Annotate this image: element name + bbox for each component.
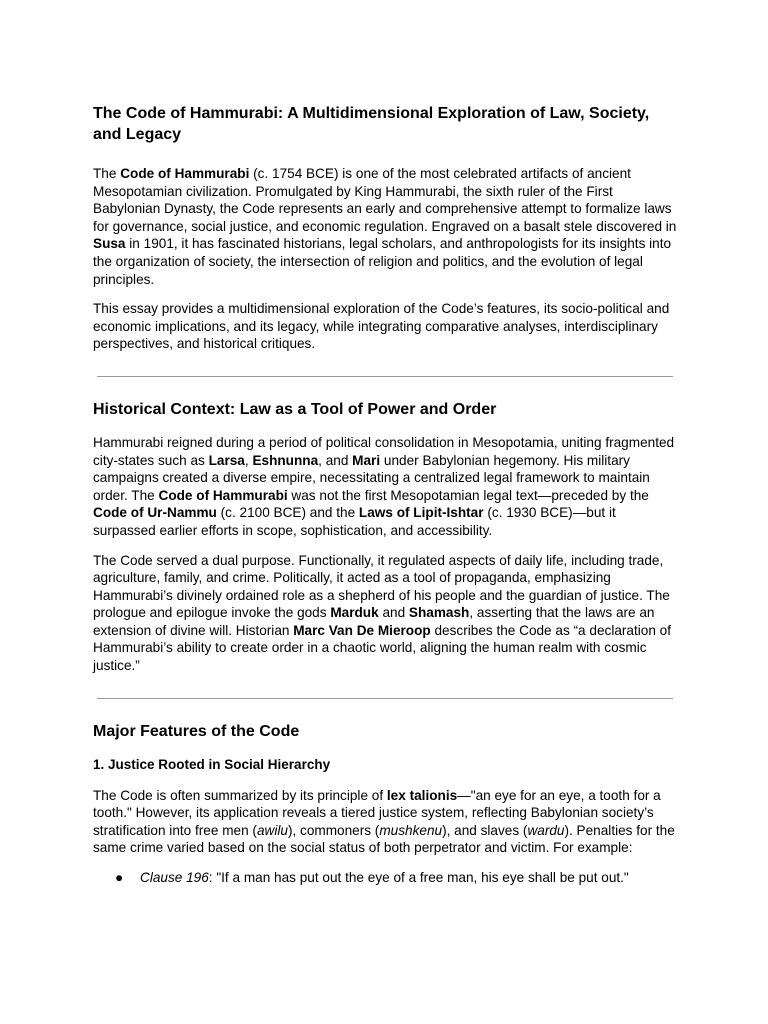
subsection-heading-social-hierarchy: 1. Justice Rooted in Social Hierarchy [93,756,331,772]
document-title: The Code of Hammurabi: A Multidimensional Exploration of Law, Society, and Legacy [93,105,650,143]
italic-term: wardu [527,822,565,838]
bold-term: Susa [93,236,126,252]
bold-term: lex talionis [386,787,458,803]
italic-term: mushkenu [379,822,443,838]
bold-term: Laws of Lipit-Ishtar [358,505,484,521]
bold-term: Larsa [208,452,245,468]
bold-term: Code of Hammurabi [158,487,288,503]
bold-term: Marc Van De Mieroop [293,622,431,638]
historical-paragraph-1: Hammurabi reigned during a period of political consolidation in Mesopotamia, uniting fragmented city-states such as Larsa, Eshnunna, and Mari under Babylonian hegemony. His military campaigns created a diverse empire, necessitating a centralized legal framework to maintain order. The Code of Hammurabi was not the first Mesopotamian legal text—preceded by the Code of Ur-Nammu (c. 2100 BCE) and the Laws of Lipit-Ishtar (c. 1930 BCE)—but it surpassed earlier efforts in scope, sophistication, and accessibility. [93,434,675,538]
bullet-icon: ● [115,870,124,886]
section-divider [97,698,673,699]
section-heading-features: Major Features of the Code [93,722,300,740]
bold-term: Marduk [330,605,379,621]
bold-term: Shamash [408,605,470,621]
bold-term: Mari [352,452,381,468]
intro-paragraph-2: This essay provides a multidimensional exploration of the Code’s features, its socio-political and economic implications, and its legacy, while integrating comparative analyses, interdisciplinary perspectives, and historical critiques. [93,301,670,352]
document-content [93,103,677,887]
intro-paragraph-1: The Code of Hammurabi (c. 1754 BCE) is one of the most celebrated artifacts of ancient Mesopotamian civilization. Promulgated by King Hammurabi, the sixth ruler of the First Babylonian Dynasty, the Code represents an early and comprehensive attempt to formalize laws for governance, social justice, and economic regulation. Engraved on a basalt stele discovered in Susa in 1901, it has fascinated historians, legal scholars, and anthropologists for its insights into the organization of society, the intersection of religion and politics, and the evolution of legal principles. [93,166,677,287]
bold-term: Eshnunna [252,452,319,468]
section-divider [97,376,673,377]
clause-reference: Clause 196 [140,870,209,886]
example-list [93,869,677,887]
section-heading-historical: Historical Context: Law as a Tool of Power and Order [93,400,497,418]
historical-paragraph-2: The Code served a dual purpose. Functionally, it regulated aspects of daily life, including trade, agriculture, family, and crime. Politically, it acted as a tool of propaganda, emphasizing Hammurabi’s divinely ordained role as a shepherd of his people and the guardian of justice. The prologue and epilogue invoke the gods Marduk and Shamash, asserting that the laws are an extension of divine will. Historian Marc Van De Mieroop describes the Code as “a declaration of Hammurabi’s ability to create order in a chaotic world, aligning the human realm with cosmic justice.” [93,552,672,674]
features-paragraph-1: The Code is often summarized by its principle of lex talionis—"an eye for an eye, a tooth for a tooth." However, its application reveals a tiered justice system, reflecting Babylonian society’s stratification into free men (awilu), commoners (mushkenu), and slaves (wardu). Penalties for the same crime varied based on the social status of both perpetrator and victim. For example: [93,787,675,856]
list-item: ● Clause 196: "If a man has put out the eye of a free man, his eye shall be put out." [115,870,629,886]
italic-term: awilu [256,822,288,838]
bold-term: Code of Hammurabi [120,166,250,181]
bold-term: Code of Ur-Nammu [93,505,217,521]
